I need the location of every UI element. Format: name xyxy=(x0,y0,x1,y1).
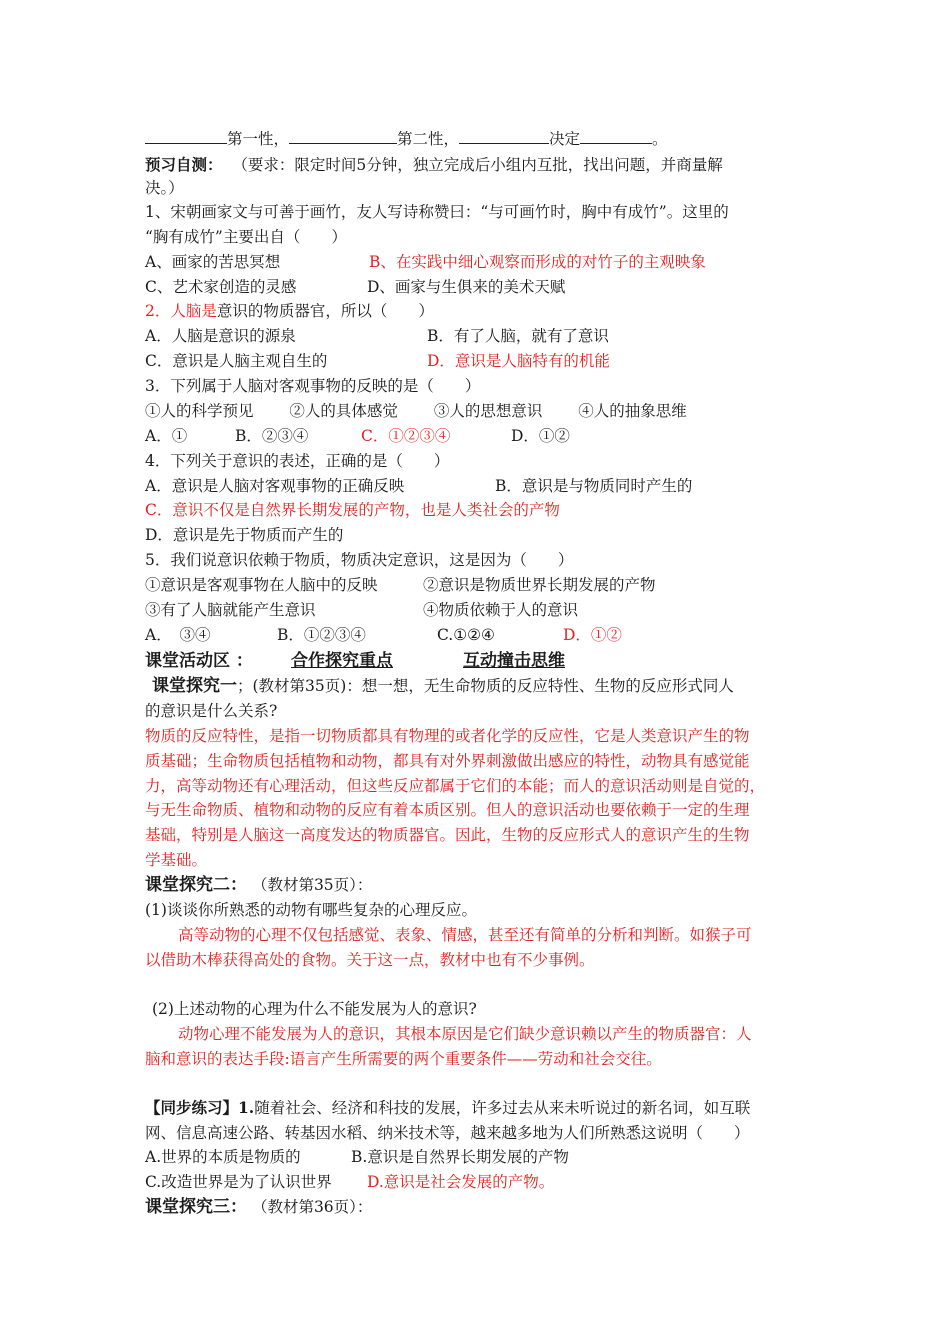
q4-option-a: A．意识是人脑对客观事物的正确反映 xyxy=(145,477,405,495)
q5-items-row1 xyxy=(145,575,656,595)
q3-option-b: B．②③④ xyxy=(235,427,309,445)
explore2-ref: （教材第35页）： xyxy=(251,876,373,894)
preview-instruction: （要求：限定时间5分钟，独立完成后小组内互批，找出问题，并商量解 xyxy=(232,156,723,174)
explore2-answer-1-line: 以借助木棒获得高处的食物。关于这一点，教材中也有不少事例。 xyxy=(145,951,595,969)
explore2-answer-2-line: 动物心理不能发展为人的意识，其根本原因是它们缺少意识赖以产生的物质器官：人 xyxy=(178,1025,752,1043)
sync-option-d: D.意识是社会发展的产物。 xyxy=(367,1173,555,1191)
q2-options-row1 xyxy=(145,326,609,346)
q1-stem-cont: “胸有成竹”主要出自（ ） xyxy=(145,228,347,246)
q5-options xyxy=(145,625,622,645)
q5-item-2: ②意识是物质世界长期发展的产物 xyxy=(423,576,656,594)
sync-option-c: C.改造世界是为了认识世界 xyxy=(145,1173,332,1191)
q5-stem: 5．我们说意识依赖于物质，物质决定意识，这是因为（ ） xyxy=(145,551,574,569)
q1-option-d: D、画家与生俱来的美术天赋 xyxy=(367,278,566,296)
q4-option-c: C．意识不仅是自然界长期发展的产物，也是人类社会的产物 xyxy=(145,501,560,519)
fill-text-3: 决定 xyxy=(549,130,581,148)
q2-option-d: D．意识是人脑特有的机能 xyxy=(427,352,610,370)
explore2-answer-2-line: 脑和意识的表达手段:语言产生所需要的两个重要条件——劳动和社会交往。 xyxy=(145,1050,662,1068)
explore3-ref: （教材第36页）： xyxy=(251,1198,373,1216)
q2-stem xyxy=(145,301,434,321)
explore2-answer-1-line: 高等动物的心理不仅包括感觉、表象、情感，甚至还有简单的分析和判断。如猴子可 xyxy=(178,926,752,944)
q3-options xyxy=(145,426,570,446)
q5-item-3: ③有了人脑就能产生意识 xyxy=(145,601,316,619)
blank-3[interactable] xyxy=(459,128,549,144)
q3-items: ①人的科学预见 ②人的具体感觉 ③人的思想意识 ④人的抽象思维 xyxy=(145,402,687,420)
q3-option-c: C．①②③④ xyxy=(361,427,451,445)
explore2-question-2: (2)上述动物的心理为什么不能发展为人的意识? xyxy=(152,1000,477,1018)
q2-option-c: C．意识是人脑主观自生的 xyxy=(145,352,328,370)
q2-stem-text: 意识的物质器官，所以（ ） xyxy=(216,302,434,320)
q1-option-c: C、艺术家创造的灵感 xyxy=(145,278,297,296)
sync-options-row2 xyxy=(145,1172,554,1192)
fill-in-line xyxy=(145,128,668,149)
q5-item-4: ④物质依赖于人的意识 xyxy=(423,601,579,619)
q2-option-b: B．有了人脑，就有了意识 xyxy=(427,327,609,345)
blank-4[interactable] xyxy=(580,128,652,144)
sync-stem-text: 随着社会、经济和科技的发展，许多过去从来未听说过的新名词，如互联 xyxy=(254,1099,751,1117)
preview-label: 预习自测： xyxy=(145,155,223,174)
sync-stem xyxy=(145,1098,750,1118)
q5-option-b: B．①②③④ xyxy=(277,626,366,644)
q3-option-a: A．① xyxy=(145,427,188,445)
sync-option-a: A.世界的本质是物质的 xyxy=(145,1148,301,1166)
q1-stem: 1、宋朝画家文与可善于画竹，友人写诗称赞曰：“与可画竹时，胸中有成竹”。这里的 xyxy=(145,203,729,221)
preview-instruction-cont: 决。） xyxy=(145,179,184,197)
explore3-label: 课堂探究三： xyxy=(145,1197,247,1217)
explore2-question-1: (1)谈谈你所熟悉的动物有哪些复杂的心理反应。 xyxy=(145,901,477,919)
q4-option-d: D．意识是先于物质而产生的 xyxy=(145,526,344,544)
q4-option-b: B．意识是与物质同时产生的 xyxy=(495,477,693,495)
blank-1[interactable] xyxy=(145,128,227,144)
activity-tag-2: 互动撞击思维 xyxy=(463,651,565,671)
explore1-answer-line: 质基础；生命物质包括植物和动物，都具有对外界刺激做出感应的特性，动物具有感觉能 xyxy=(145,752,750,770)
q5-option-c: C.①②④ xyxy=(437,626,495,644)
explore1-answer-line: 力，高等动物还有心理活动，但这些反应都属于它们的本能；而人的意识活动则是自觉的， xyxy=(145,777,766,795)
preview-heading xyxy=(145,155,723,175)
explore1-question-cont: 的意识是什么关系? xyxy=(145,702,278,720)
explore2-label: 课堂探究二： xyxy=(145,875,247,895)
blank-2[interactable] xyxy=(289,128,397,144)
q3-stem: 3．下列属于人脑对客观事物的反映的是（ ） xyxy=(145,377,481,395)
q1-options-row2 xyxy=(145,277,565,297)
fill-text-4: 。 xyxy=(652,130,668,148)
q5-items-row2 xyxy=(145,600,578,620)
sync-option-b: B.意识是自然界长期发展的产物 xyxy=(351,1148,569,1166)
activity-heading xyxy=(145,651,565,671)
q1-options-row1 xyxy=(145,252,706,272)
q5-option-a: A． ③④ xyxy=(145,626,211,644)
sync-options-row1 xyxy=(145,1147,569,1167)
explore3-heading xyxy=(145,1197,372,1217)
explore1-answer-line: 物质的反应特性，是指一切物质都具有物理的或者化学的反应性，它是人类意识产生的物 xyxy=(145,727,750,745)
activity-label: 课堂活动区 ： xyxy=(145,651,253,671)
explore1-answer-line: 基础，特别是人脑这一高度发达的物质器官。因此，生物的反应形式人的意识产生的生物 xyxy=(145,826,750,844)
q3-option-d: D．①② xyxy=(511,427,570,445)
explore2-heading xyxy=(145,875,372,895)
fill-text-2: 第二性， xyxy=(397,130,460,148)
explore1-question xyxy=(152,676,734,696)
explore1-answer-line: 学基础。 xyxy=(145,851,208,869)
q5-option-d: D．①② xyxy=(563,626,622,644)
q2-stem-red: 2．人脑是 xyxy=(145,302,217,320)
q1-option-b: B、在实践中细心观察而形成的对竹子的主观映象 xyxy=(369,253,706,271)
sync-stem-cont: 网、信息高速公路、转基因水稻、纳米技术等，越来越多地为人们所熟悉这说明（ ） xyxy=(145,1124,750,1142)
q1-option-a: A、画家的苦思冥想 xyxy=(145,253,281,271)
explore1-question-text: ；(教材第35页)：想一想，无生命物质的反应特性、生物的反应形式同人 xyxy=(237,677,734,695)
activity-tag-1: 合作探究重点 xyxy=(291,651,393,671)
fill-text-1: 第一性， xyxy=(227,130,290,148)
q4-options-row1 xyxy=(145,476,692,496)
q2-option-a: A．人脑是意识的源泉 xyxy=(145,327,296,345)
explore1-label: 课堂探究一 xyxy=(152,676,237,696)
q4-stem: 4．下列关于意识的表述，正确的是（ ） xyxy=(145,452,450,470)
q5-item-1: ①意识是客观事物在人脑中的反映 xyxy=(145,576,378,594)
sync-label: 【同步练习】1. xyxy=(145,1098,255,1117)
q2-options-row2 xyxy=(145,351,610,371)
explore1-answer-line: 与无生命物质、植物和动物的反应有着本质区别。但人的意识活动也要依赖于一定的生理 xyxy=(145,801,750,819)
